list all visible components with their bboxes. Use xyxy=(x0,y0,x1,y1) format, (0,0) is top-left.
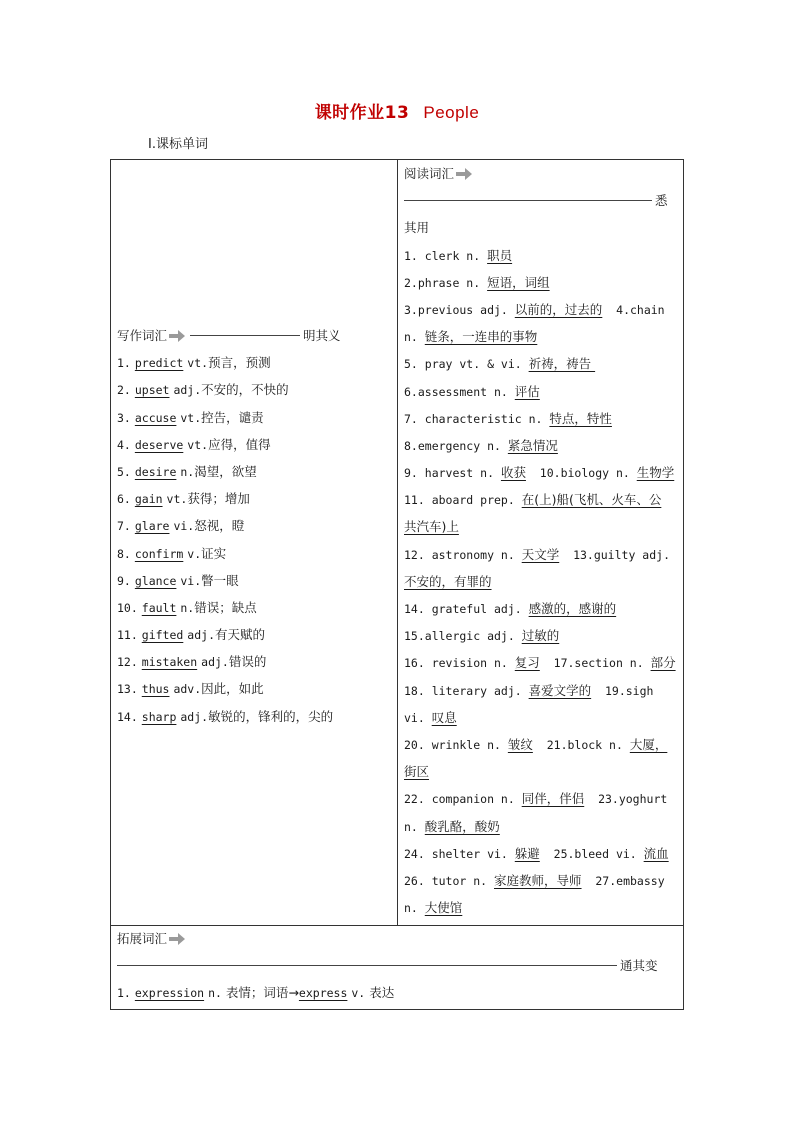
item-number: 13. xyxy=(117,682,138,697)
item-meaning: 短语，词组 xyxy=(487,274,550,290)
item-text: 2.phrase n. xyxy=(404,275,488,290)
item-meaning: 证实 xyxy=(201,545,227,561)
writing-item xyxy=(117,594,395,621)
writing-item xyxy=(117,675,395,702)
item-number: 3. xyxy=(117,410,131,425)
item-meaning: 怒视，瞪 xyxy=(194,518,245,534)
item-meaning: 家庭教师，导师 xyxy=(494,872,582,888)
item-number: 4. xyxy=(117,437,131,452)
reading-item xyxy=(404,323,680,350)
reading-head-cont: 悉 xyxy=(404,187,680,214)
item-meaning: 获得；增加 xyxy=(187,491,250,507)
reading-item xyxy=(404,405,680,432)
item-word: mistaken xyxy=(141,655,198,670)
item-meaning: 酸乳酪，酸奶 xyxy=(424,818,500,834)
item-word: glance xyxy=(134,573,177,588)
item-number: 7. xyxy=(117,519,131,534)
item-word: accuse xyxy=(134,410,177,425)
item-word: desire xyxy=(134,464,177,479)
reading-item xyxy=(404,296,680,323)
reading-item xyxy=(404,459,680,486)
arrow-icon xyxy=(454,167,474,181)
writing-item xyxy=(117,703,395,730)
expand-item: 1. expression n. 表情；词语→express v. 表达 xyxy=(117,985,395,1001)
item-number: 9. xyxy=(117,573,131,588)
reading-item xyxy=(404,704,680,731)
reading-item xyxy=(404,649,680,676)
item-word: gifted xyxy=(141,628,184,643)
item-text: 4.chain xyxy=(602,302,665,317)
item-meaning: 不安的，不快的 xyxy=(201,382,289,398)
reading-vocabulary xyxy=(404,160,680,921)
writing-item xyxy=(117,376,395,403)
item-meaning: 瞥一眼 xyxy=(201,572,239,588)
item-meaning: 皱纹 xyxy=(507,736,533,752)
item-meaning: 街区 xyxy=(404,764,430,780)
item-meaning: 同伴，伴侣 xyxy=(521,791,585,807)
item-meaning: 错误的 xyxy=(228,654,267,670)
item-word: fault xyxy=(141,600,177,615)
item-pos: vt. xyxy=(180,410,202,425)
dash-line xyxy=(190,335,300,336)
item-number: 12. xyxy=(117,655,138,670)
item-word: predict xyxy=(134,356,184,371)
reading-item xyxy=(404,378,680,405)
item-meaning: 链条，一连串的事物 xyxy=(424,329,538,345)
reading-item xyxy=(404,677,680,704)
item-pos: n. xyxy=(180,600,195,615)
reading-item xyxy=(404,568,680,595)
item-pos: vt. xyxy=(166,492,188,507)
item-meaning: 职员 xyxy=(487,247,513,263)
writing-item xyxy=(117,404,395,431)
reading-item xyxy=(404,541,680,568)
item-text: 21.block n. xyxy=(532,737,630,752)
item-pos: vt. xyxy=(187,437,209,452)
item-meaning: 叹息 xyxy=(431,709,457,725)
item-number: 5. xyxy=(117,464,131,479)
item-pos: adj. xyxy=(180,709,209,724)
dash-line xyxy=(117,965,617,966)
item-meaning: 在(上)船(飞机、火车、公 xyxy=(521,492,662,508)
reading-item xyxy=(404,867,680,894)
writing-vocabulary xyxy=(117,322,395,730)
writing-item xyxy=(117,512,395,539)
item-text: 10.biology n. xyxy=(525,466,637,481)
item-pos: vi. xyxy=(180,573,202,588)
writing-item xyxy=(117,431,395,458)
reading-item xyxy=(404,432,680,459)
expand-head-cont: 通其变 xyxy=(117,952,677,979)
arrow-icon xyxy=(167,932,187,946)
expand-vocabulary xyxy=(117,925,677,1007)
writing-item xyxy=(117,648,395,675)
item-text: 14. grateful adj. xyxy=(404,602,529,616)
item-text: 11. aboard prep. xyxy=(404,493,522,508)
item-pos: v. xyxy=(187,546,202,561)
expand-head: 拓展词汇 xyxy=(117,925,677,952)
item-meaning: 以前的，过去的 xyxy=(514,301,603,317)
item-number: 8. xyxy=(117,546,131,561)
writing-item xyxy=(117,485,395,512)
item-meaning: 不安的，有罪的 xyxy=(404,573,492,589)
item-number: 14. xyxy=(117,709,138,724)
item-meaning: 渴望，欲望 xyxy=(194,463,257,479)
item-number: 6. xyxy=(117,492,131,507)
item-meaning: 大厦， xyxy=(629,736,668,752)
item-meaning: 控告，谴责 xyxy=(201,409,264,425)
reading-item xyxy=(404,731,680,758)
reading-item xyxy=(404,785,680,812)
writing-item xyxy=(117,540,395,567)
item-pos: n. xyxy=(180,464,195,479)
item-text: 7. characteristic n. xyxy=(404,411,550,426)
item-meaning: 祈祷，祷告 xyxy=(528,356,596,372)
item-text: n. xyxy=(404,330,425,345)
title-en: People xyxy=(423,103,480,122)
item-meaning: 预言，预测 xyxy=(208,355,271,371)
item-meaning: 喜爱文学的 xyxy=(528,682,592,698)
item-pos: adv. xyxy=(173,682,202,697)
reading-item xyxy=(404,513,680,540)
reading-head: 阅读词汇 xyxy=(404,160,680,187)
item-meaning: 有天赋的 xyxy=(215,627,266,643)
item-text: 5. pray vt. & vi. xyxy=(404,357,529,372)
item-text: 17.section n. xyxy=(539,656,651,671)
writing-item xyxy=(117,349,395,376)
item-meaning: 应得，值得 xyxy=(208,436,271,452)
reading-item xyxy=(404,622,680,649)
dash-line xyxy=(404,200,652,201)
item-text: vi. xyxy=(404,710,432,725)
reading-item xyxy=(404,269,680,296)
item-meaning: 流血 xyxy=(643,845,669,861)
item-meaning: 复习 xyxy=(514,655,540,671)
item-text: 25.bleed vi. xyxy=(539,846,644,861)
reading-item xyxy=(404,242,680,269)
vocabulary-table xyxy=(110,159,684,1010)
item-text: 8.emergency n. xyxy=(404,438,508,453)
item-text: 16. revision n. xyxy=(404,656,515,671)
item-text: 20. wrinkle n. xyxy=(404,737,508,752)
item-text: n. xyxy=(404,901,425,916)
reading-item xyxy=(404,758,680,785)
item-number: 1. xyxy=(117,356,131,371)
item-pos: adj. xyxy=(201,655,229,670)
item-meaning: 共汽车)上 xyxy=(404,519,459,535)
item-text: 22. companion n. xyxy=(404,792,522,807)
writing-item xyxy=(117,567,395,594)
item-meaning: 错误；缺点 xyxy=(194,599,257,615)
item-meaning: 收获 xyxy=(500,465,526,481)
item-pos: vt. xyxy=(187,356,209,371)
item-text: 6.assessment n. xyxy=(404,384,515,399)
item-text: 1. clerk n. xyxy=(404,248,488,263)
reading-item xyxy=(404,486,680,513)
item-text: 19.sigh xyxy=(591,683,654,698)
item-word: gain xyxy=(134,492,163,507)
item-text: 18. literary adj. xyxy=(404,683,529,698)
item-number: 2. xyxy=(117,383,131,398)
item-text: 24. shelter vi. xyxy=(404,846,515,861)
reading-head-tail: 其用 xyxy=(404,220,430,236)
reading-item xyxy=(404,813,680,840)
reading-item xyxy=(404,595,680,622)
item-word: sharp xyxy=(141,709,177,724)
item-word: confirm xyxy=(134,546,184,561)
item-meaning: 过敏的 xyxy=(521,628,560,644)
item-meaning: 躲避 xyxy=(514,845,540,861)
writing-head: 写作词汇 明其义 xyxy=(117,328,341,343)
item-pos: adj. xyxy=(173,383,202,398)
item-text: 13.guilty adj. xyxy=(559,547,670,562)
item-meaning: 生物学 xyxy=(636,465,675,481)
item-text: 27.embassy xyxy=(581,873,665,888)
writing-item xyxy=(117,621,395,648)
page-title xyxy=(0,98,794,123)
item-text: 3.previous adj. xyxy=(404,302,515,317)
item-word: upset xyxy=(134,383,170,398)
item-text: 26. tutor n. xyxy=(404,873,495,888)
item-meaning: 紧急情况 xyxy=(507,437,558,453)
arrow-icon xyxy=(167,329,187,343)
item-meaning: 大使馆 xyxy=(424,900,463,916)
item-number: 10. xyxy=(117,600,138,615)
item-meaning: 因此，如此 xyxy=(201,681,264,697)
item-meaning: 特点，特性 xyxy=(549,410,612,426)
item-meaning: 敏锐的，锋利的，尖的 xyxy=(208,708,334,724)
item-word: thus xyxy=(141,682,170,697)
item-meaning: 评估 xyxy=(514,383,540,399)
item-number: 11. xyxy=(117,628,138,643)
item-pos: vi. xyxy=(173,519,195,534)
item-meaning: 部分 xyxy=(650,655,676,671)
item-meaning: 天文学 xyxy=(521,546,560,562)
item-word: glare xyxy=(134,519,170,534)
reading-item xyxy=(404,894,680,921)
column-divider xyxy=(397,160,398,925)
item-word: deserve xyxy=(134,437,184,452)
item-text: 23.yoghurt xyxy=(584,792,668,807)
item-text: 15.allergic adj. xyxy=(404,629,522,644)
item-text: n. xyxy=(404,819,425,834)
reading-item xyxy=(404,350,680,377)
title-cn: 课时作业13 xyxy=(314,103,410,123)
item-meaning: 感激的，感谢的 xyxy=(528,601,617,616)
item-text: 9. harvest n. xyxy=(404,466,501,481)
item-text: 12. astronomy n. xyxy=(404,547,522,562)
item-pos: adj. xyxy=(187,628,215,643)
writing-item xyxy=(117,458,395,485)
section-label: Ⅰ.课标单词 xyxy=(148,137,208,152)
reading-item xyxy=(404,840,680,867)
